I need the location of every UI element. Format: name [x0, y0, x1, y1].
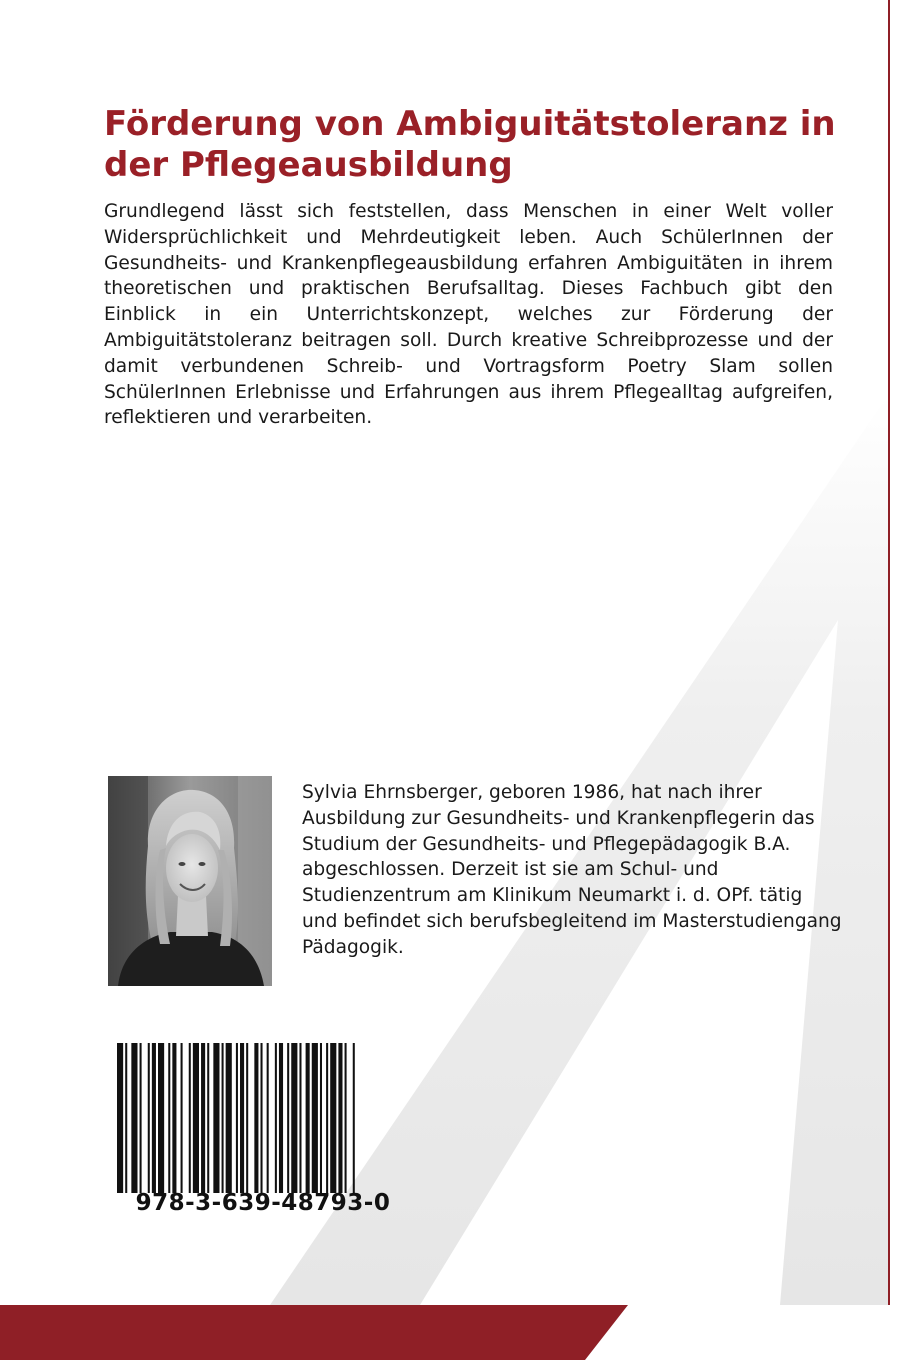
barcode-bar — [125, 1043, 127, 1193]
barcode-bar — [312, 1043, 318, 1193]
barcode-bar — [152, 1043, 156, 1193]
barcode-bar — [236, 1043, 238, 1193]
barcode-bar — [189, 1043, 191, 1193]
barcode-bar — [326, 1043, 328, 1193]
barcode-bar — [267, 1043, 269, 1193]
barcode-bar — [222, 1043, 224, 1193]
book-title: Förderung von Ambiguitätstoleranz in der Pflegeausbildung — [104, 104, 836, 185]
barcode-bar — [240, 1043, 244, 1193]
barcode-bar — [306, 1043, 310, 1193]
footer-band — [0, 1305, 907, 1360]
isbn-number: 978-3-639-48793-0 — [135, 1190, 391, 1216]
barcode-bar — [193, 1043, 199, 1193]
barcode-bar — [275, 1043, 277, 1193]
barcode-bar — [287, 1043, 289, 1193]
barcode — [113, 1043, 411, 1193]
barcode-bar — [131, 1043, 137, 1193]
barcode-bar — [320, 1043, 322, 1193]
barcode-bar — [148, 1043, 150, 1193]
barcode-bar — [158, 1043, 164, 1193]
barcode-bar — [181, 1043, 183, 1193]
barcode-bar — [201, 1043, 205, 1193]
author-photo — [108, 776, 272, 986]
barcode-bar — [207, 1043, 209, 1193]
barcode-bar — [261, 1043, 263, 1193]
barcode-bar — [345, 1043, 347, 1193]
barcode-bar — [168, 1043, 170, 1193]
barcode-bar — [117, 1043, 123, 1193]
book-blurb: Grundlegend lässt sich feststellen, dass Menschen in einer Welt voller Widersprüchlichkeit und Mehrdeutigkeit leben. Auch SchülerInnen der Gesundheits- und Krankenpflegeausbildung erfahren Ambiguitäten in ihrem theoretischen und praktischen Berufsalltag. Dieses Fachbuch gibt den Einblick in ein Unterrichtskonzept, welches zur Förderung der Ambiguitätstoleranz beitragen soll. Durch kreative Schreibprozesse und der damit verbundenen Schreib- und Vortragsform Poetry Slam sollen SchülerInnen Erlebnisse und Erfahrungen aus ihrem Pflegealltag aufgreifen, reflektieren und verarbeiten. — [104, 201, 833, 429]
barcode-bar — [246, 1043, 248, 1193]
barcode-bar — [291, 1043, 297, 1193]
barcode-bar — [226, 1043, 232, 1193]
author-bio: Sylvia Ehrnsberger, geboren 1986, hat nach ihrer Ausbildung zur Gesundheits- und Krankenpflegerin das Studium der Gesundheits- und Pflegepädagogik B.A. abgeschlossen. Derzeit ist sie am Schul- und Studienzentrum am Klinikum Neumarkt i. d. OPf. tätig und befindet sich berufsbegleitend im Masterstudiengang Pädagogik. — [302, 782, 842, 958]
barcode-bar — [330, 1043, 336, 1193]
barcode-bar — [254, 1043, 258, 1193]
barcode-bar — [338, 1043, 342, 1193]
barcode-bar — [213, 1043, 219, 1193]
barcode-bar — [279, 1043, 283, 1193]
barcode-bar — [353, 1043, 355, 1193]
right-edge-rule — [888, 0, 890, 1305]
barcode-bar — [299, 1043, 301, 1193]
barcode-bar — [140, 1043, 142, 1193]
barcode-bar — [172, 1043, 176, 1193]
